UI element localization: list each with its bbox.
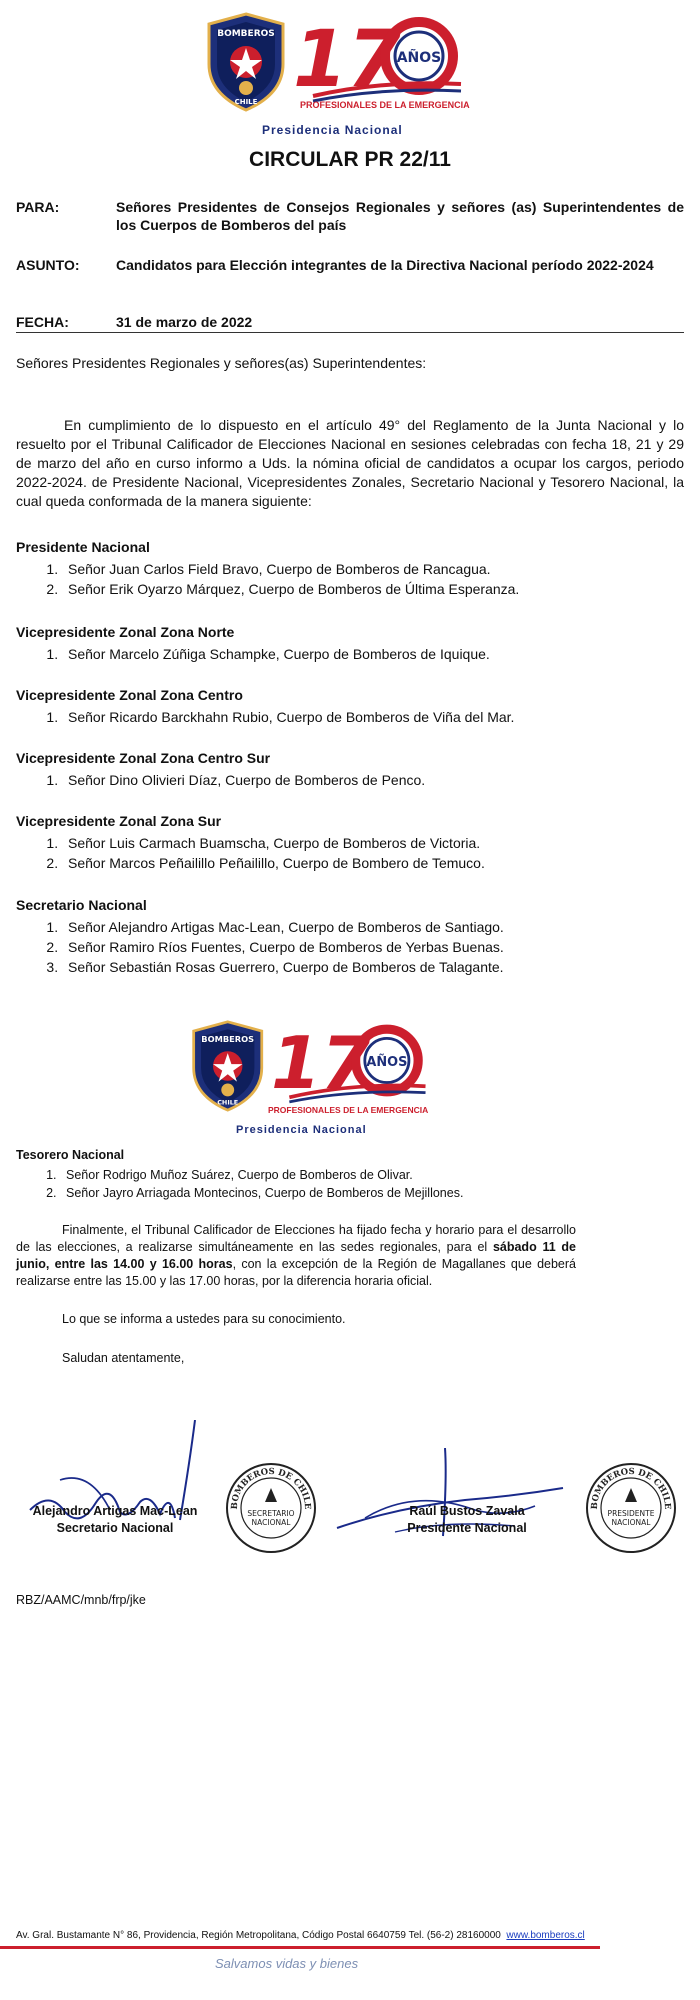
- para-value: Señores Presidentes de Consejos Regionales y señores (as) Superintendentes de los Cuerpos de Bomberos del país: [116, 199, 684, 233]
- final-paragraph: [16, 1222, 576, 1290]
- para-label: PARA:: [16, 199, 60, 215]
- section-title: Secretario Nacional: [16, 897, 147, 913]
- footer-divider: [0, 1946, 600, 1949]
- asunto-row: [16, 256, 684, 292]
- fecha-label: FECHA:: [16, 314, 69, 330]
- stamp-secretario: [225, 1462, 317, 1554]
- svg-text:17: 17: [270, 1021, 371, 1105]
- svg-text:CHILE: CHILE: [217, 1098, 239, 1107]
- footer-address: [16, 1930, 684, 1941]
- stamp-right-line2: NACIONAL: [611, 1518, 651, 1527]
- page2-office-label: Presidencia Nacional: [236, 1124, 367, 1136]
- list-item: 1. Señor Juan Carlos Field Bravo, Cuerpo de Bomberos de Rancagua.: [62, 559, 684, 579]
- section-presidente-nacional: [16, 538, 684, 599]
- right-signer-role: Presidente Nacional: [407, 1521, 527, 1535]
- section-zona-centro-sur: [16, 749, 684, 790]
- circular-title: CIRCULAR PR 22/11: [249, 148, 451, 171]
- page2-tagline-text: PROFESIONALES DE LA EMERGENCIA: [268, 1105, 429, 1115]
- final-text-a: Finalmente, el Tribunal Calificador de Elecciones ha fijado fecha y horario para el desarrollo de las elecciones, a realizarse simultáneamente en las sedes regionales, para el: [16, 1223, 576, 1254]
- stamp-ring-text: BOMBEROS DE CHILE: [229, 1466, 313, 1510]
- svg-text:BOMBEROS: BOMBEROS: [217, 29, 275, 39]
- left-signer-role: Secretario Nacional: [56, 1521, 174, 1535]
- list-item: 2. Señor Jayro Arriagada Montecinos, Cuerpo de Bomberos de Mejillones.: [60, 1184, 684, 1202]
- section-tesorero-nacional: [16, 1147, 684, 1202]
- fecha-value: 31 de marzo de 2022: [116, 314, 253, 330]
- address-text: Av. Gral. Bustamante N° 86, Providencia, Región Metropolitana, Código Postal 6640759 Tel. (56-2) 28160000: [16, 1930, 501, 1941]
- svg-text:17: 17: [293, 15, 402, 104]
- bomberos-shield-logo: [205, 12, 287, 112]
- left-signer: [10, 1503, 220, 1537]
- list-item: 1. Señor Marcelo Zúñiga Schampke, Cuerpo de Bomberos de Iquique.: [62, 644, 684, 664]
- section-title: Vicepresidente Zonal Zona Norte: [16, 624, 235, 640]
- right-signer: [372, 1503, 562, 1537]
- anniversary-170-logo: [293, 14, 463, 104]
- footer-slogan: Salvamos vidas y bienes: [215, 1956, 359, 1971]
- informa-line: Lo que se informa a ustedes para su conocimiento.: [62, 1312, 346, 1326]
- saludan-line: Saludan atentamente,: [62, 1351, 185, 1365]
- stamp-left-line1: SECRETARIO: [247, 1509, 295, 1518]
- list-item: 1. Señor Alejandro Artigas Mac-Lean, Cuerpo de Bomberos de Santiago.: [62, 917, 684, 937]
- section-title: Tesorero Nacional: [16, 1148, 125, 1162]
- fecha-row: [16, 313, 684, 331]
- svg-text:AÑOS: AÑOS: [366, 1055, 408, 1070]
- office-label: Presidencia Nacional: [262, 123, 403, 137]
- section-zona-centro: [16, 686, 684, 727]
- list-item: 2. Señor Ramiro Ríos Fuentes, Cuerpo de Bomberos de Yerbas Buenas.: [62, 937, 684, 957]
- svg-text:BOMBEROS: BOMBEROS: [201, 1034, 255, 1045]
- initials: RBZ/AAMC/mnb/frp/jke: [16, 1593, 146, 1607]
- stamp-presidente: [585, 1462, 677, 1554]
- section-secretario-nacional: [16, 896, 684, 977]
- list-item: 1. Señor Rodrigo Muñoz Suárez, Cuerpo de Bomberos de Olivar.: [60, 1166, 684, 1184]
- para-row: [16, 198, 684, 234]
- svg-text:AÑOS: AÑOS: [396, 50, 442, 66]
- section-title: Vicepresidente Zonal Zona Centro: [16, 687, 243, 703]
- list-item: 1. Señor Dino Olivieri Díaz, Cuerpo de Bomberos de Penco.: [62, 770, 684, 790]
- svg-text:CHILE: CHILE: [234, 98, 258, 106]
- anniversary-170-logo: [271, 1022, 427, 1105]
- bomberos-shield-logo: [190, 1020, 265, 1112]
- list-item: 2. Señor Marcos Peñailillo Peñailillo, Cuerpo de Bombero de Temuco.: [62, 853, 684, 873]
- list-item: 1. Señor Luis Carmach Buamscha, Cuerpo de Bomberos de Victoria.: [62, 833, 684, 853]
- section-title: Vicepresidente Zonal Zona Sur: [16, 813, 222, 829]
- asunto-value: Candidatos para Elección integrantes de la Directiva Nacional período 2022-2024: [116, 257, 654, 273]
- stamp-left-line2: NACIONAL: [251, 1518, 291, 1527]
- section-title: Vicepresidente Zonal Zona Centro Sur: [16, 750, 271, 766]
- right-signer-name: Raúl Bustos Zavala: [409, 1504, 525, 1518]
- final-text-b: , con la excepción de la Región de Magallanes que deberá realizarse entre las 15.00 y las 17.00 horas, por la diferencia horaria oficial.: [16, 1257, 576, 1288]
- section-title: Presidente Nacional: [16, 539, 150, 555]
- list-item: 3. Señor Sebastián Rosas Guerrero, Cuerpo de Bomberos de Talagante.: [62, 957, 684, 977]
- section-zona-norte: [16, 623, 684, 664]
- stamp-right-line1: PRESIDENTE: [607, 1509, 655, 1518]
- election-date: sábado 11 de junio, entre las 14.00 y 16.00 horas: [16, 1240, 577, 1271]
- section-zona-sur: [16, 812, 684, 873]
- asunto-label: ASUNTO:: [16, 257, 80, 273]
- tagline-text: PROFESIONALES DE LA EMERGENCIA: [300, 100, 470, 110]
- intro-paragraph: En cumplimiento de lo dispuesto en el artículo 49° del Reglamento de la Junta Nacional y lo resuelto por el Tribunal Calificador de Elecciones Nacional en sesiones celebradas con fecha 18, 21 y 29 de marzo del año en curso informo a Uds. la nómina oficial de candidatos a ocupar los cargos, periodo 2022-2024. de Presidente Nacional, Vicepresidentes Zonales, Secretario Nacional y Tesorero Nacional, la cual queda conformada de la manera siguiente:: [16, 417, 684, 509]
- salutation: Señores Presidentes Regionales y señores(as) Superintendentes:: [16, 355, 427, 371]
- website-link[interactable]: www.bomberos.cl: [506, 1930, 585, 1941]
- list-item: 2. Señor Erik Oyarzo Márquez, Cuerpo de Bomberos de Última Esperanza.: [62, 579, 684, 599]
- list-item: 1. Señor Ricardo Barckhahn Rubio, Cuerpo de Bomberos de Viña del Mar.: [62, 707, 684, 727]
- stamp-ring-text: BOMBEROS DE CHILE: [589, 1466, 673, 1510]
- header-divider: [16, 332, 684, 333]
- left-signer-name: Alejandro Artigas Mac-Lean: [32, 1504, 198, 1518]
